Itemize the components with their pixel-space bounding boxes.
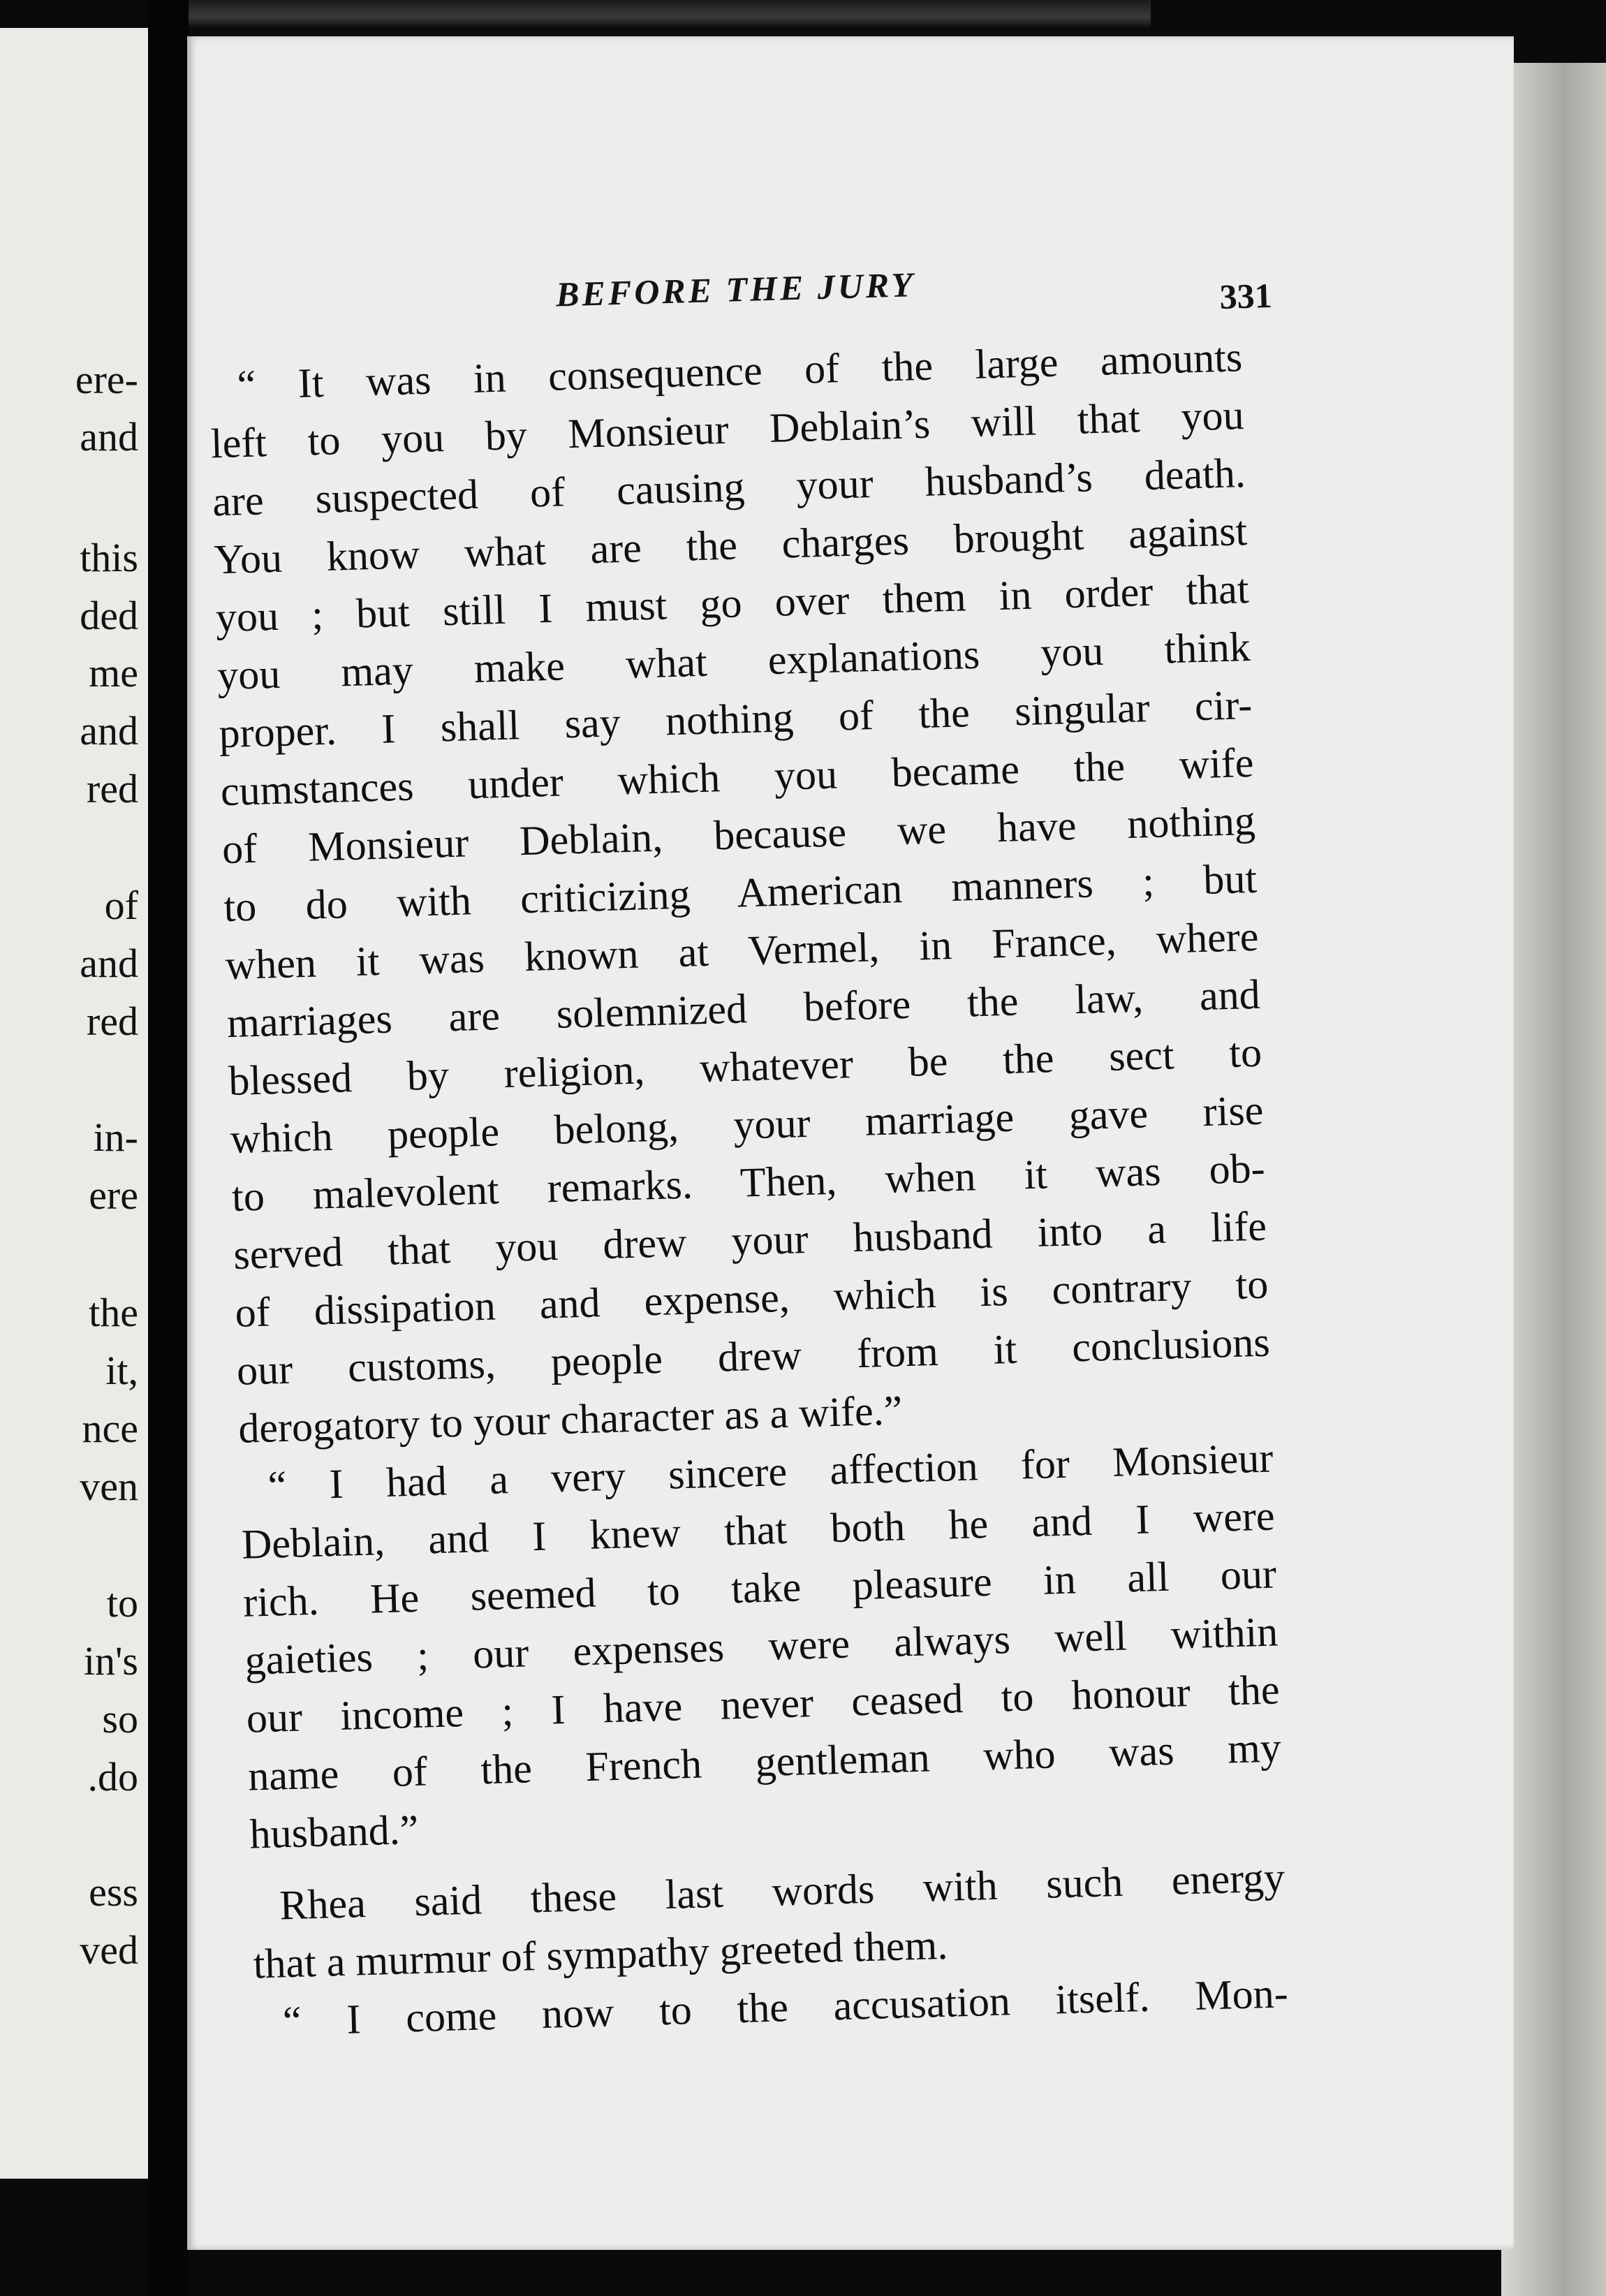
text-line: which people belong, your marriage gave rise [229, 1087, 1265, 1163]
left-page-fragment: red [86, 766, 138, 811]
text-line: “ I had a very sincere affection for Monsieur [267, 1434, 1274, 1509]
left-page-fragment: ved [80, 1927, 138, 1973]
text-line: proper. I shall say nothing of the singular cir- [218, 681, 1253, 757]
left-page-fragment: ere [89, 1172, 138, 1218]
running-head: BEFORE THE JURY [555, 265, 916, 314]
left-page-fragment: and [80, 941, 138, 986]
text-line: served that you drew your husband into a life [233, 1202, 1267, 1278]
text-line: our income ; I have never ceased to honour the [246, 1666, 1281, 1742]
text-line: rich. He seemed to take pleasure in all our [242, 1550, 1277, 1626]
left-page-fragment: and [80, 708, 138, 753]
text-line: blessed by religion, whatever be the sect to [228, 1029, 1262, 1105]
text-line: of dissipation and expense, which is contrary to [234, 1260, 1269, 1336]
text-line: of Monsieur Deblain, because we have nothing [221, 797, 1256, 873]
left-page-fragment: ere- [75, 357, 138, 402]
left-page-fragment: in- [93, 1114, 138, 1160]
left-page-fragment: to [106, 1580, 138, 1626]
left-page-fragment: .do [87, 1754, 138, 1800]
text-line: marriages are solemnized before the law, and [226, 971, 1261, 1047]
left-page-fragment: nce [82, 1406, 138, 1451]
left-page-fragment: ess [89, 1869, 138, 1915]
text-line: husband.” [249, 1806, 420, 1857]
text-line: to malevolent remarks. Then, when it was ob- [231, 1145, 1266, 1220]
text-line: that a murmur of sympathy greeted them. [252, 1921, 949, 1987]
text-line: derogatory to your character as a wife.” [237, 1387, 904, 1452]
left-page-fragment: red [86, 999, 138, 1044]
text-line: left to you by Monsieur Deblain’s will that you [210, 392, 1245, 467]
right-page [187, 36, 1514, 2250]
body-text [209, 328, 1289, 2051]
left-page-fragment: it, [105, 1348, 138, 1393]
text-line: “ It was in consequence of the large amounts [236, 334, 1244, 409]
text-line: you may make what explanations you think [216, 623, 1251, 699]
text-line: cumstances under which you became the wife [219, 739, 1255, 815]
left-page-fragment: me [89, 650, 138, 696]
left-page-fragment: this [80, 535, 138, 580]
text-line: our customs, people drew from it conclusions [236, 1318, 1271, 1394]
left-page-fragment: in's [83, 1638, 138, 1684]
left-page-fragment: the [89, 1290, 138, 1335]
text-line: when it was known at Vermel, in France, where [224, 913, 1260, 989]
text-line: Deblain, and I knew that both he and I were [241, 1492, 1276, 1568]
text-line: to do with criticizing American manners ; but [223, 855, 1258, 931]
left-page-fragment: so [102, 1696, 138, 1742]
text-line: gaieties ; our expenses were always well within [244, 1608, 1279, 1684]
book-top-edge [187, 0, 1151, 28]
page-number: 331 [1218, 275, 1273, 316]
text-line: are suspected of causing your husband’s death. [212, 450, 1246, 525]
left-page-fragment: and [80, 414, 138, 459]
page-text-block [159, 21, 1547, 2271]
text-line: You know what are the charges brought against [213, 508, 1248, 583]
left-page-fragment: ven [80, 1464, 138, 1509]
text-line: name of the French gentleman who was my [247, 1724, 1282, 1800]
left-page-fragment: of [104, 883, 138, 928]
text-line: Rhea said these last words with such energy [279, 1854, 1285, 1929]
text-line: “ I come now to the accusation itself. Mon- [282, 1970, 1289, 2045]
left-page-fragment: ded [80, 593, 138, 638]
text-line: you ; but still I must go over them in order that [215, 565, 1250, 641]
left-facing-page [0, 28, 148, 2179]
